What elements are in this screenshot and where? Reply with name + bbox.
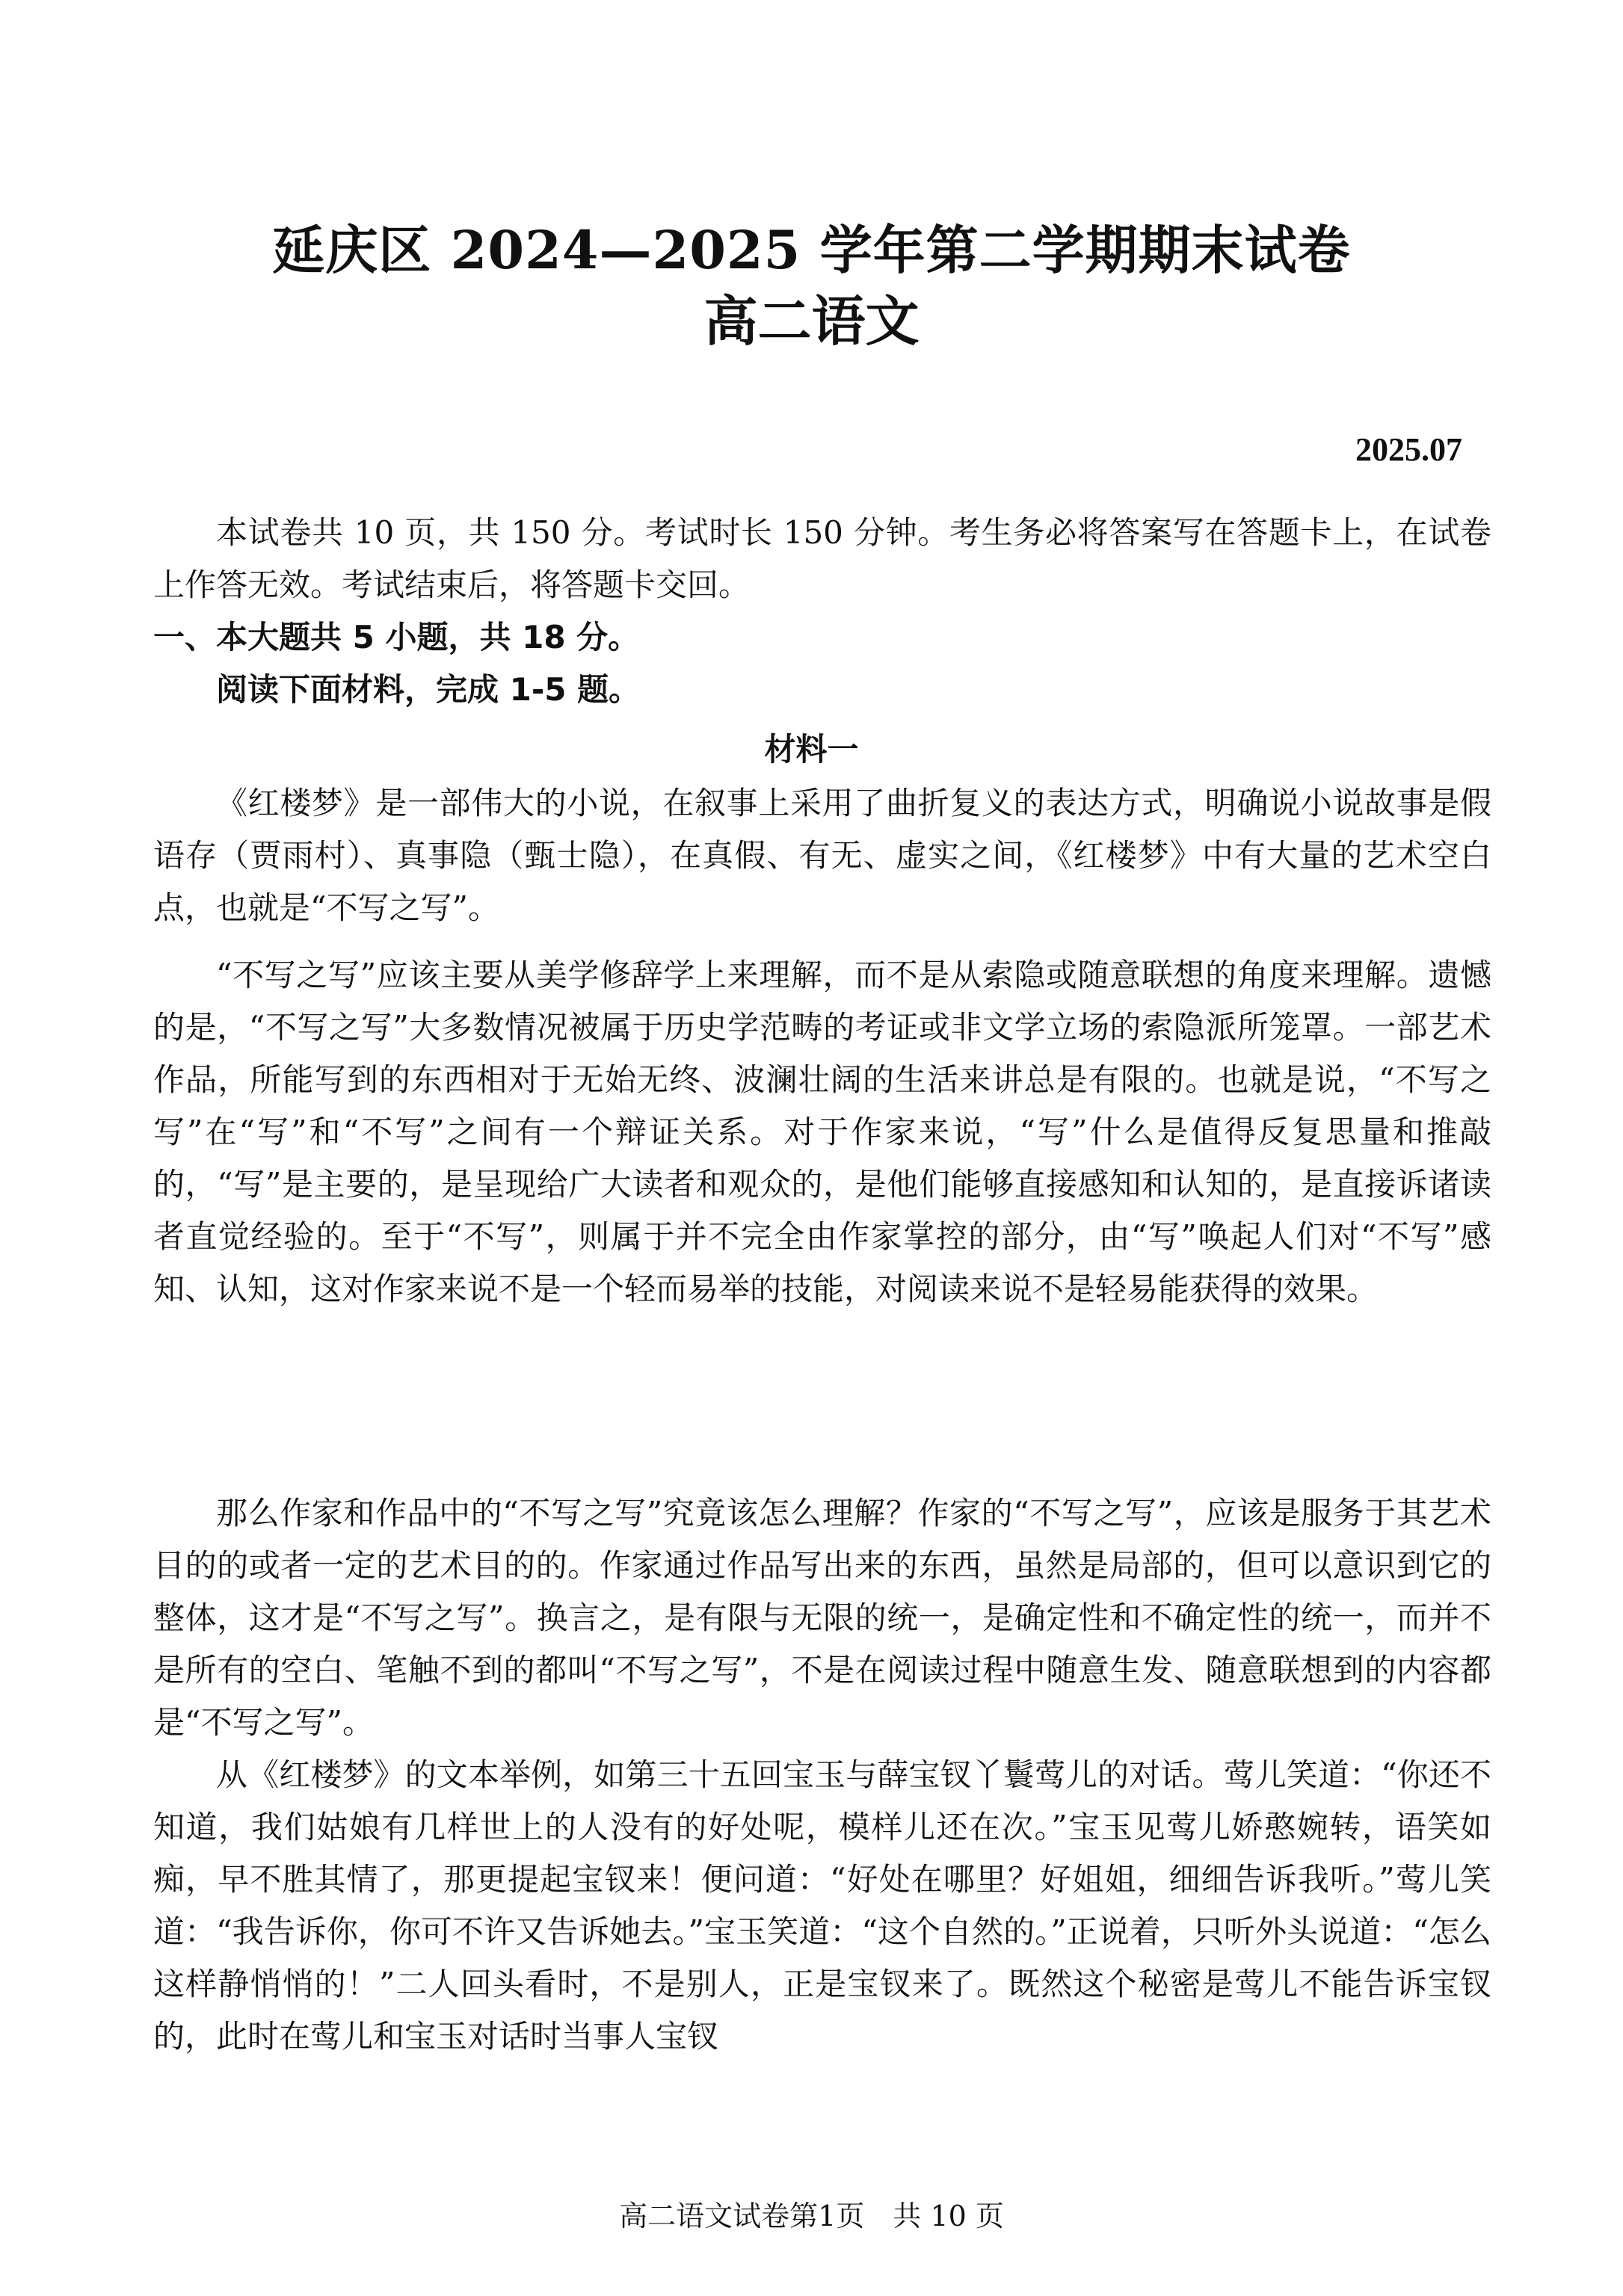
material-paragraph: 从《红楼梦》的文本举例，如第三十五回宝玉与薛宝钗丫鬟莺儿的对话。莺儿笑道：“你还不知道，我们姑娘有几样世上的人没有的好处呢，模样儿还在次。”宝玉见莺儿娇憨婉转，语笑如痴，早不胜其情了，那更提起宝钗来！便问道：“好处在哪里？好姐姐，细细告诉我听。”莺儿笑道：“我告诉你，你可不许又告诉她去。”宝玉笑道：“这个自然的。”正说着，只听外头说道：“怎么这样静悄悄的！”二人回头看时，不是别人，正是宝钗来了。既然这个秘密是莺儿不能告诉宝钗的，此时在莺儿和宝玉对话时当事人宝钗 [153,1756,1491,2055]
page-footer: 高二语文试卷第1页 共 10 页 [619,2200,1004,2232]
exam-title: 延庆区 2024—2025 学年第二学期期末试卷 [272,219,1351,281]
section-heading: 一、本大题共 5 小题，共 18 分。 [153,619,640,655]
exam-subject: 高二语文 [703,289,920,353]
material-paragraph: 《红楼梦》是一部伟大的小说，在叙事上采用了曲折复义的表达方式，明确说小说故事是假语存（贾雨村）、真事隐（甄士隐），在真假、有无、虚实之间，《红楼梦》中有大量的艺术空白点，也就是“不写之写”。 [153,785,1491,926]
section-instruction: 阅读下面材料，完成 1-5 题。 [216,671,641,708]
exam-date: 2025.07 [1355,431,1462,468]
material-title: 材料一 [764,731,859,768]
exam-notice: 本试卷共 10 页，共 150 分。考试时长 150 分钟。考生务必将答案写在答题卡上，在试卷上作答无效。考试结束后，将答题卡交回。 [153,514,1491,603]
material-paragraph: 那么作家和作品中的“不写之写”究竟该怎么理解？作家的“不写之写”，应该是服务于其艺术目的的或者一定的艺术目的的。作家通过作品写出来的东西，虽然是局部的，但可以意识到它的整体，这才是“不写之写”。换言之，是有限与无限的统一，是确定性和不确定性的统一，而并不是所有的空白、笔触不到的都叫“不写之写”，不是在阅读过程中随意生发、随意联想到的内容都是“不写之写”。 [153,1495,1491,1741]
material-paragraph: “不写之写”应该主要从美学修辞学上来理解，而不是从索隐或随意联想的角度来理解。遗憾的是，“不写之写”大多数情况被属于历史学范畴的考证或非文学立场的索隐派所笼罩。一部艺术作品，所能写到的东西相对于无始无终、波澜壮阔的生活来讲总是有限的。也就是说，“不写之写”在“写”和“不写”之间有一个辩证关系。对于作家来说，“写”什么是值得反复思量和推敲的，“写”是主要的，是呈现给广大读者和观众的，是他们能够直接感知和认知的，是直接诉诸读者直觉经验的。至于“不写”，则属于并不完全由作家掌控的部分，由“写”唤起人们对“不写”感知、认知，这对作家来说不是一个轻而易举的技能，对阅读来说不是轻易能获得的效果。 [153,957,1491,1307]
